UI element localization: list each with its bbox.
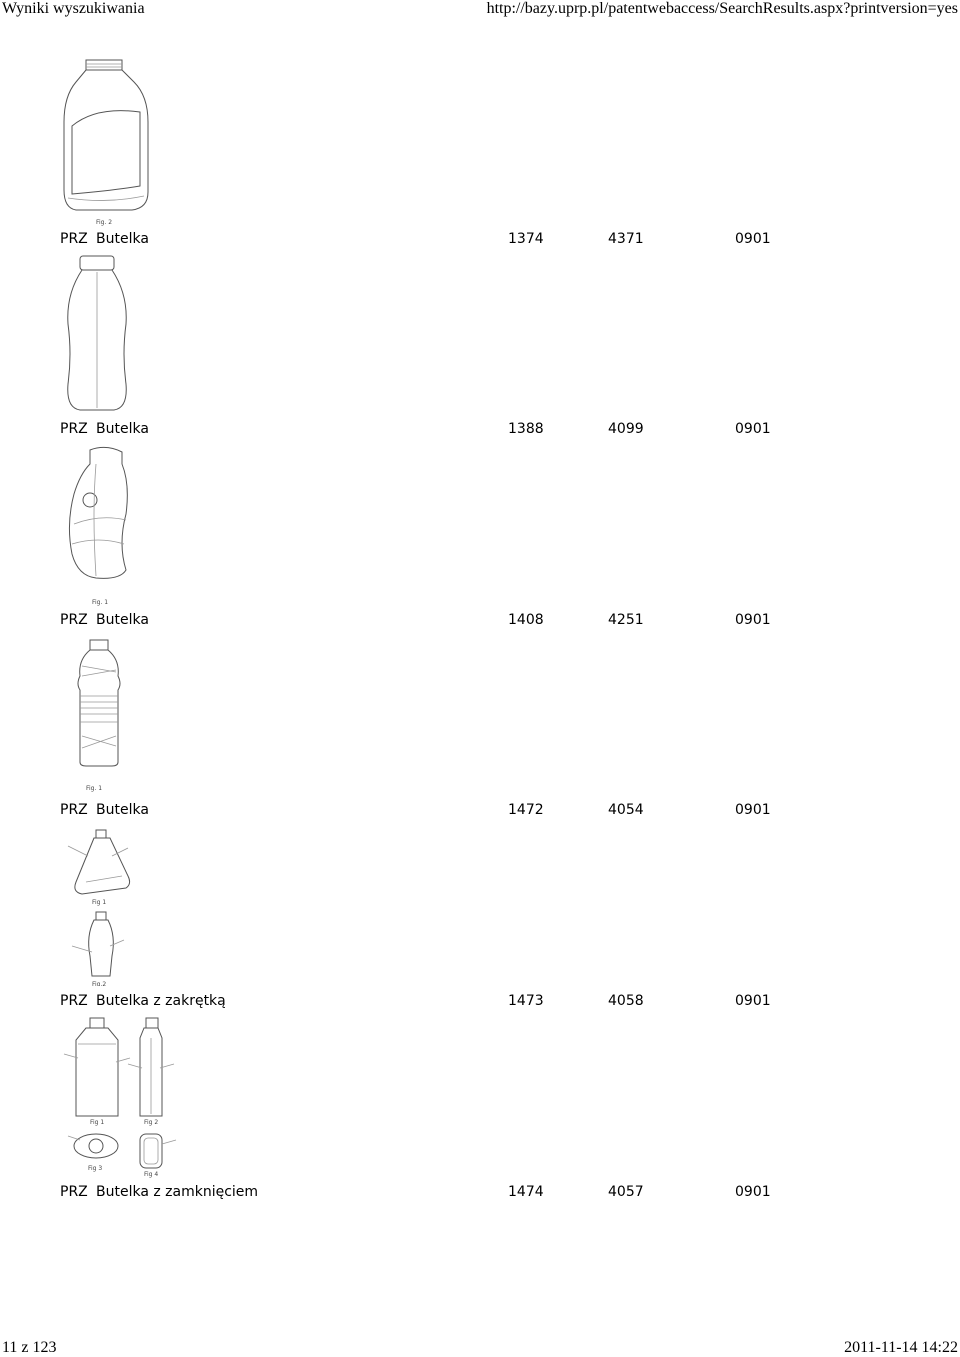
result-type: PRZ: [60, 993, 88, 1009]
result-3-fig-label: Fig. 1: [92, 599, 109, 606]
result-number-1: 1388: [508, 421, 544, 437]
result-6-drawing: [56, 1014, 196, 1178]
result-number-2: 4371: [608, 231, 644, 247]
result-6-fig-label-c: Fig 3: [88, 1165, 103, 1172]
result-row: [60, 992, 780, 1010]
result-type: PRZ: [60, 231, 88, 247]
result-class: 0901: [735, 1184, 771, 1200]
result-number-2: 4099: [608, 421, 644, 437]
page-header-title: Wyniki wyszukiwania: [2, 0, 145, 17]
result-type: PRZ: [60, 421, 88, 437]
result-number-1: 1408: [508, 612, 544, 628]
result-1-drawing: [56, 52, 166, 227]
result-title: Butelka z zakrętką: [96, 993, 226, 1009]
result-5-fig-label-b: Fig.2: [92, 981, 107, 986]
result-row: [60, 230, 780, 248]
result-type: PRZ: [60, 1184, 88, 1200]
result-row: [60, 611, 780, 629]
result-type: PRZ: [60, 612, 88, 628]
result-4-fig-label: Fig. 1: [86, 785, 103, 792]
result-type: PRZ: [60, 802, 88, 818]
result-5-drawing: [56, 826, 146, 986]
result-number-2: 4057: [608, 1184, 644, 1200]
print-datetime: 2011-11-14 14:22: [844, 1339, 958, 1356]
result-class: 0901: [735, 993, 771, 1009]
result-class: 0901: [735, 612, 771, 628]
result-class: 0901: [735, 421, 771, 437]
result-number-2: 4054: [608, 802, 644, 818]
result-number-1: 1472: [508, 802, 544, 818]
result-2-drawing: [56, 254, 146, 414]
result-class: 0901: [735, 231, 771, 247]
result-class: 0901: [735, 802, 771, 818]
result-row: [60, 801, 780, 819]
result-6-fig-label-d: Fig 4: [144, 1171, 159, 1178]
result-1-fig-label: Fig. 2: [96, 219, 113, 226]
result-6-fig-label-a: Fig 1: [90, 1119, 105, 1126]
result-row: [60, 420, 780, 438]
page-header-url: http://bazy.uprp.pl/patentwebaccess/SearchResults.aspx?printversion=yes: [486, 0, 958, 17]
result-6-fig-label-b: Fig 2: [144, 1119, 159, 1126]
result-number-1: 1374: [508, 231, 544, 247]
result-title: Butelka: [96, 231, 149, 247]
result-title: Butelka: [96, 612, 149, 628]
result-row: [60, 1183, 780, 1201]
result-number-2: 4058: [608, 993, 644, 1009]
page-counter: 11 z 123: [2, 1339, 57, 1356]
result-4-drawing: [56, 636, 146, 796]
result-number-2: 4251: [608, 612, 644, 628]
result-title: Butelka: [96, 802, 149, 818]
result-5-fig-label-a: Fig 1: [92, 899, 107, 906]
result-3-drawing: [56, 444, 156, 609]
result-title: Butelka: [96, 421, 149, 437]
result-title: Butelka z zamknięciem: [96, 1184, 259, 1200]
result-number-1: 1474: [508, 1184, 544, 1200]
result-number-1: 1473: [508, 993, 544, 1009]
